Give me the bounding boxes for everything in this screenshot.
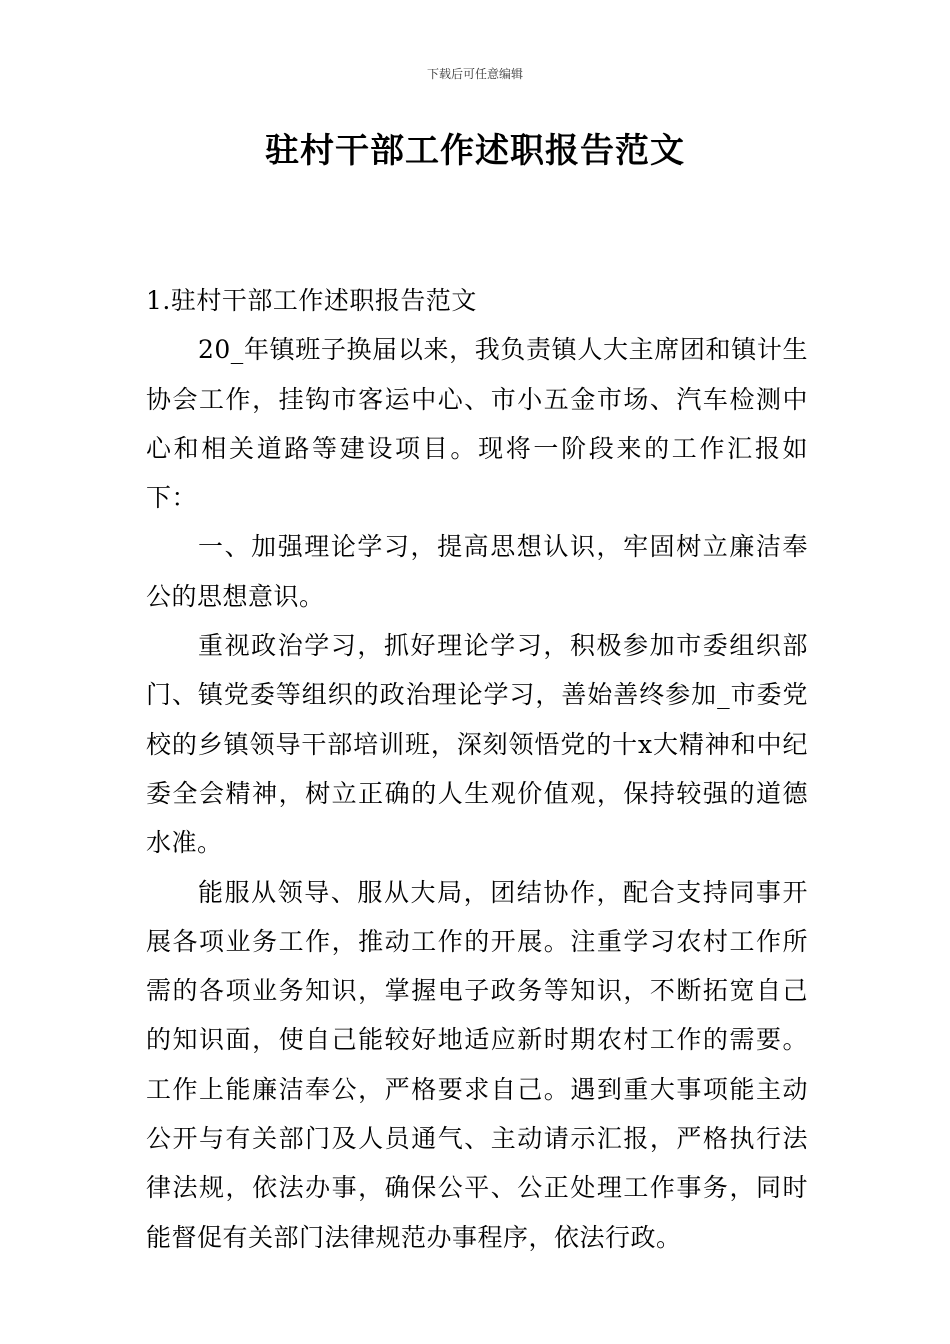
document-title: 驻村干部工作述职报告范文 [265,131,685,171]
paragraph-political-study: 重视政治学习，抓好理论学习，积极参加市委组织部门、镇党委等组织的政治理论学习，善始善终参加_市委党校的乡镇领导干部培训班，深刻领悟党的十x大精神和中纪委全会精神，树立正确的人生观价值观，保持较强的道德水准。 [146,631,808,858]
header-note: 下载后可任意编辑 [426,67,523,81]
paragraph-intro: 20_年镇班子换届以来，我负责镇人大主席团和镇计生协会工作，挂钩市客运中心、市小五金市场、汽车检测中心和相关道路等建设项目。现将一阶段来的工作汇报如下： [146,335,808,513]
paragraph-teamwork: 能服从领导、服从大局，团结协作，配合支持同事开展各项业务工作，推动工作的开展。注重学习农村工作所需的各项业务知识，掌握电子政务等知识，不断拓宽自己的知识面，使自己能较好地适应新时期农村工作的需要。工作上能廉洁奉公，严格要求自己。遇到重大事项能主动公开与有关部门及人员通气、主动请示汇报，严格执行法律法规，依法办事，确保公平、公正处理工作事务，同时能督促有关部门法律规范办事程序，依法行政。 [146,877,808,1252]
section-heading: 1.驻村干部工作述职报告范文 [146,286,477,315]
document-body [146,276,808,1262]
paragraph-point-one: 一、加强理论学习，提高思想认识，牢固树立廉洁奉公的思想意识。 [146,532,808,611]
